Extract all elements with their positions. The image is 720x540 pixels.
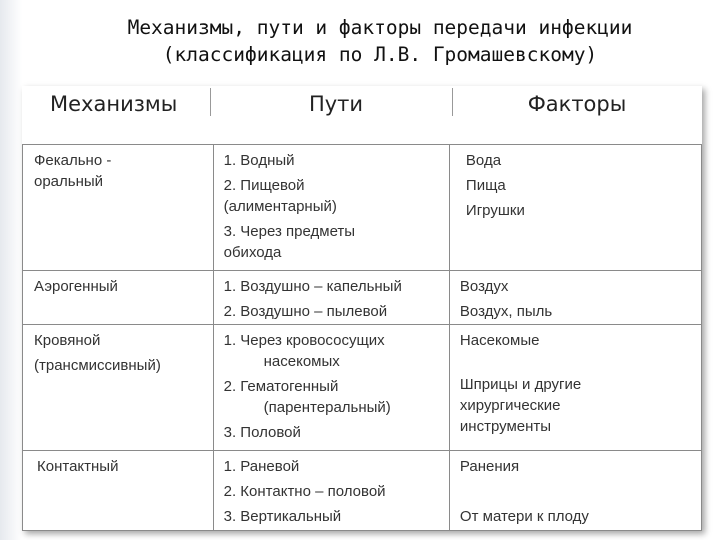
header-factors: Факторы xyxy=(527,92,627,116)
factors-cell xyxy=(449,451,701,531)
cell-text: 1. Водный xyxy=(223,152,295,169)
mechanism-cell xyxy=(23,145,214,271)
routes-cell xyxy=(213,145,449,271)
routes-cell xyxy=(213,325,449,451)
slide-title xyxy=(40,14,720,68)
cell-text: 2. Пищевой xyxy=(223,177,305,194)
cell-text: 1. Воздушно – капельный xyxy=(223,278,402,295)
routes-cell xyxy=(213,271,449,325)
cell-text: Аэрогенный xyxy=(34,278,118,295)
cell-text: 2. Гематогенный xyxy=(223,378,339,395)
cell-text: Воздух xyxy=(459,278,509,295)
cell-text: Фекально - xyxy=(34,152,112,169)
cell-text: От матери к плоду xyxy=(459,508,589,525)
header-divider xyxy=(210,88,211,116)
table-row xyxy=(23,145,702,271)
cell-text: 2. Контактно – половой xyxy=(223,483,386,500)
cell-text: Пища xyxy=(465,177,506,194)
header-mechanisms: Механизмы xyxy=(50,92,178,116)
header-divider xyxy=(452,88,453,116)
factors-cell xyxy=(449,145,701,271)
table-row xyxy=(23,271,702,325)
cell-text: Насекомые xyxy=(459,332,540,349)
title-line-2: (классификация по Л.В. Громашевскому) xyxy=(162,43,598,66)
cell-text: (трансмиссивный) xyxy=(34,357,161,374)
table-row xyxy=(23,451,702,531)
cell-text: Контактный xyxy=(37,458,119,475)
cell-text: 1. Через кровососущих xyxy=(223,332,385,349)
slide-left-frame xyxy=(0,0,22,540)
table-header xyxy=(22,86,702,144)
cell-text: насекомых xyxy=(263,353,340,370)
table-row xyxy=(23,325,702,451)
cell-text: 3. Половой xyxy=(223,424,301,441)
classification-table xyxy=(22,144,702,531)
cell-text: Ранения xyxy=(459,458,520,475)
factors-cell xyxy=(449,271,701,325)
mechanism-cell xyxy=(23,451,214,531)
cell-text: обихода xyxy=(223,244,282,261)
cell-text: инструменты xyxy=(459,418,552,435)
cell-text: 3. Через предметы xyxy=(223,223,356,240)
cell-text: (парентеральный) xyxy=(263,399,391,416)
cell-text: Кровяной xyxy=(34,332,101,349)
cell-text: 3. Вертикальный xyxy=(223,508,342,525)
header-routes: Пути xyxy=(308,92,364,116)
title-line-1: Механизмы, пути и факторы передачи инфекции xyxy=(127,16,633,39)
cell-text: оральный xyxy=(34,173,104,190)
cell-text: хирургические xyxy=(459,397,561,414)
mechanism-cell xyxy=(23,271,214,325)
cell-text: 1. Раневой xyxy=(223,458,300,475)
cell-text: Вода xyxy=(465,152,502,169)
cell-text: Шприцы и другие xyxy=(459,376,582,393)
routes-cell xyxy=(213,451,449,531)
cell-text: 2. Воздушно – пылевой xyxy=(223,303,388,320)
factors-cell xyxy=(449,325,701,451)
mechanism-cell xyxy=(23,325,214,451)
cell-text: Игрушки xyxy=(465,202,525,219)
cell-text: (алиментарный) xyxy=(223,198,337,215)
cell-text: Воздух, пыль xyxy=(459,303,553,320)
